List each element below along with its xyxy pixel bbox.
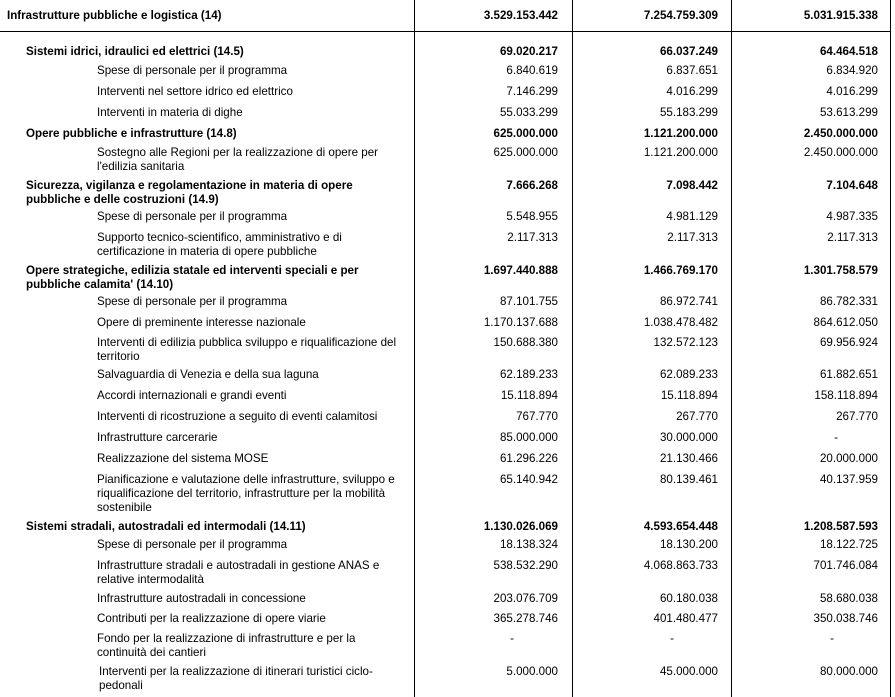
row-value-1: 5.548.955: [506, 210, 558, 223]
row-value-3: 53.613.299: [819, 106, 878, 119]
row-value-3: 701.746.084: [813, 559, 878, 572]
row-value-3: -: [834, 431, 838, 444]
row-value-2: 18.130.200: [659, 538, 718, 551]
row-value-2: 60.180.038: [659, 592, 718, 605]
row-value-2: 86.972.741: [659, 295, 718, 308]
column-divider: [572, 0, 573, 697]
row-value-1: 1.697.440.888: [483, 264, 558, 277]
row-value-1: 625.000.000: [493, 146, 558, 159]
row-label: Sostegno alle Regioni per la realizzazione di opere per l'edilizia sanitaria: [97, 146, 379, 173]
row-label: Accordi internazionali e grandi eventi: [97, 389, 287, 402]
row-value-3: 2.117.313: [827, 231, 878, 244]
row-value-3: 40.137.959: [819, 473, 878, 486]
row-value-2: 1.121.200.000: [643, 127, 718, 140]
row-value-2: 4.016.299: [666, 85, 718, 98]
row-value-1: 5.000.000: [506, 665, 558, 678]
row-value-1: 767.770: [516, 410, 558, 423]
row-value-2: 4.068.863.733: [643, 559, 718, 572]
row-value-2: 66.037.249: [659, 45, 718, 58]
row-value-2: 7.098.442: [666, 179, 718, 192]
row-label: Sistemi stradali, autostradali ed intermodali (14.11): [26, 520, 306, 533]
row-label: Spese di personale per il programma: [97, 64, 288, 77]
row-value-3: 86.782.331: [819, 295, 878, 308]
row-value-2: 62.089.233: [659, 368, 718, 381]
row-value-3: 158.118.894: [814, 389, 878, 402]
row-value-3: -: [830, 632, 834, 645]
row-value-3: 7.104.648: [826, 179, 878, 192]
row-value-2: 4.593.654.448: [643, 520, 718, 533]
row-value-3: 1.301.758.579: [803, 264, 878, 277]
row-value-1: 7.666.268: [506, 179, 558, 192]
row-value-3: 69.956.924: [819, 336, 878, 349]
row-value-2: 21.130.466: [659, 452, 718, 465]
row-value-2: 1.121.200.000: [643, 146, 718, 159]
row-label: Spese di personale per il programma: [97, 210, 288, 223]
row-value-1: -: [510, 632, 514, 645]
row-label: Interventi per la realizzazione di itinerari turistici ciclo-pedonali: [99, 665, 373, 692]
row-label: Opere di preminente interesse nazionale: [97, 316, 306, 329]
row-label: Pianificazione e valutazione delle infrastrutture, sviluppo e riqualificazione del territorio, infrastrutture per la mobilità sostenibile: [97, 473, 395, 514]
row-value-1: 61.296.226: [499, 452, 558, 465]
row-value-2: 1.466.769.170: [643, 264, 718, 277]
row-label: Spese di personale per il programma: [97, 295, 288, 308]
row-label: Opere pubbliche e infrastrutture (14.8): [26, 127, 237, 140]
row-value-3: 267.770: [836, 410, 878, 423]
row-value-2: 30.000.000: [659, 431, 718, 444]
row-value-2: 1.038.478.482: [643, 316, 718, 329]
row-value-1: 2.117.313: [507, 231, 558, 244]
row-value-1: 203.076.709: [493, 592, 558, 605]
row-value-2: 2.117.313: [667, 231, 718, 244]
row-value-1: 85.000.000: [499, 431, 558, 444]
row-value-2: 80.139.461: [659, 473, 718, 486]
row-value-2: 55.183.299: [659, 106, 718, 119]
row-label: Interventi nel settore idrico ed elettrico: [97, 85, 293, 98]
row-value-1: 15.118.894: [500, 389, 558, 402]
row-value-3: 350.038.746: [813, 612, 878, 625]
row-label: Infrastrutture carcerarie: [97, 431, 218, 444]
row-value-3: 80.000.000: [819, 665, 878, 678]
row-value-2: 132.572.123: [653, 336, 718, 349]
row-value-1: 6.840.619: [506, 64, 558, 77]
row-value-1: 18.138.324: [499, 538, 558, 551]
row-value-2: 267.770: [676, 410, 718, 423]
row-value-2: 4.981.129: [666, 210, 718, 223]
row-label: Interventi di ricostruzione a seguito di eventi calamitosi: [97, 410, 378, 423]
row-value-3: 864.612.050: [813, 316, 878, 329]
row-label: Spese di personale per il programma: [97, 538, 288, 551]
row-value-2: 15.118.894: [660, 389, 718, 402]
row-label: Salvaguardia di Venezia e della sua laguna: [97, 368, 319, 381]
row-value-3: 4.016.299: [826, 85, 878, 98]
row-value-1: 62.189.233: [499, 368, 558, 381]
row-value-3: 5.031.915.338: [803, 9, 878, 22]
row-value-3: 61.882.651: [819, 368, 878, 381]
row-value-1: 87.101.755: [499, 295, 558, 308]
row-value-1: 538.532.290: [493, 559, 558, 572]
row-value-2: 401.480.477: [653, 612, 718, 625]
row-label: Infrastrutture stradali e autostradali in gestione ANAS e relative intermodalità: [97, 559, 380, 586]
row-label: Realizzazione del sistema MOSE: [97, 452, 269, 465]
row-label: Infrastrutture pubbliche e logistica (14): [7, 9, 222, 22]
row-value-3: 20.000.000: [819, 452, 878, 465]
row-value-1: 1.170.137.688: [483, 316, 558, 329]
row-label: Interventi di edilizia pubblica sviluppo e riqualificazione del territorio: [97, 336, 397, 363]
row-value-1: 365.278.746: [493, 612, 558, 625]
column-divider: [731, 0, 732, 697]
row-label: Supporto tecnico-scientifico, amministrativo e di certificazione in materia di opere pubbliche: [97, 231, 342, 258]
row-value-1: 65.140.942: [499, 473, 558, 486]
row-value-1: 625.000.000: [493, 127, 558, 140]
column-divider: [414, 0, 415, 697]
row-value-3: 4.987.335: [826, 210, 878, 223]
row-value-2: 7.254.759.309: [643, 9, 718, 22]
row-value-2: 6.837.651: [666, 64, 718, 77]
column-divider: [890, 0, 891, 697]
row-value-3: 58.680.038: [819, 592, 878, 605]
row-value-3: 2.450.000.000: [803, 127, 878, 140]
row-label: Opere strategiche, edilizia statale ed interventi speciali e per pubbliche calamita' (14.10): [26, 264, 359, 291]
row-value-2: 45.000.000: [659, 665, 718, 678]
row-label: Infrastrutture autostradali in concessione: [97, 592, 306, 605]
row-value-1: 1.130.026.069: [483, 520, 558, 533]
row-label: Interventi in materia di dighe: [97, 106, 243, 119]
row-value-1: 69.020.217: [499, 45, 558, 58]
row-label: Fondo per la realizzazione di infrastrutture e per la continuità dei cantieri: [97, 632, 356, 659]
row-value-3: 2.450.000.000: [803, 146, 878, 159]
row-label: Contributi per la realizzazione di opere viarie: [97, 612, 326, 625]
row-value-1: 150.688.380: [493, 336, 558, 349]
row-value-1: 7.146.299: [506, 85, 558, 98]
row-value-2: -: [670, 632, 674, 645]
row-label: Sistemi idrici, idraulici ed elettrici (14.5): [26, 45, 244, 58]
row-value-1: 55.033.299: [499, 106, 558, 119]
row-value-3: 6.834.920: [826, 64, 878, 77]
row-value-1: 3.529.153.442: [483, 9, 558, 22]
row-value-3: 18.122.725: [819, 538, 878, 551]
row-value-3: 1.208.587.593: [803, 520, 878, 533]
row-divider: [0, 31, 891, 32]
row-value-3: 64.464.518: [819, 45, 878, 58]
row-label: Sicurezza, vigilanza e regolamentazione in materia di opere pubbliche e delle costruzioni (14.9): [26, 179, 353, 206]
